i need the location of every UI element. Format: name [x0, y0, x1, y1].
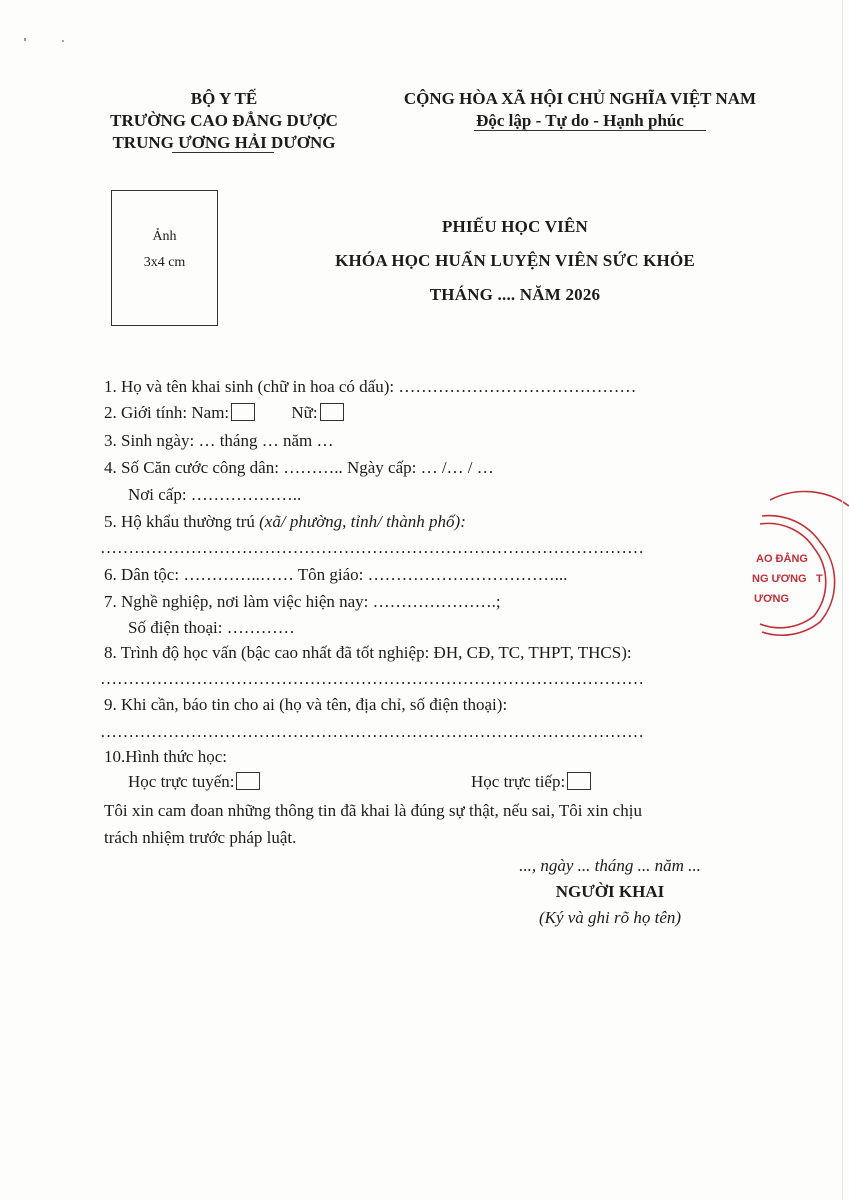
field-gender — [104, 402, 344, 424]
study-offline-checkbox[interactable] — [567, 772, 591, 790]
title-line3: THÁNG .... NĂM 2026 — [429, 285, 601, 304]
gender-female-label: Nữ: — [291, 403, 318, 422]
header-right — [380, 88, 780, 132]
field-birth-date: 3. Sinh ngày: … tháng … năm … — [104, 431, 334, 450]
form-title — [270, 216, 760, 306]
school-name-line1: TRƯỜNG CAO ĐẲNG DƯỢC — [110, 111, 338, 130]
pledge-line2: trách nhiệm trước pháp luật. — [104, 828, 297, 847]
emergency-dots[interactable]: …………………………………………………………………………………… — [100, 722, 644, 741]
study-offline — [471, 771, 591, 793]
education-dots[interactable]: …………………………………………………………………………………… — [100, 669, 644, 688]
signature-role: NGƯỜI KHAI — [555, 882, 665, 901]
field-residence — [104, 511, 466, 533]
stamp-text-line3: ƯƠNG — [754, 593, 790, 605]
motto-underline — [474, 130, 706, 131]
stamp-text-line1: AO ĐẲNG — [756, 553, 808, 565]
header-left — [96, 88, 352, 154]
residence-label: 5. Hộ khẩu thường trú — [104, 512, 260, 531]
signature-date: ..., ngày ... tháng ... năm ... — [519, 856, 701, 875]
scan-speck — [24, 38, 26, 41]
gender-male-label: 2. Giới tính: Nam: — [104, 403, 230, 422]
photo-size: 3x4 cm — [143, 255, 186, 270]
pledge-line1: Tôi xin cam đoan những thông tin đã khai là đúng sự thật, nếu sai, Tôi xin chịu — [104, 801, 642, 820]
stamp-text-line2: NG ƯƠNG — [752, 573, 807, 585]
residence-dots[interactable]: …………………………………………………………………………………… — [100, 538, 644, 557]
gender-male-checkbox[interactable] — [231, 403, 255, 421]
field-study-mode: 10.Hình thức học: — [104, 747, 228, 766]
title-line2: KHÓA HỌC HUẤN LUYỆN VIÊN SỨC KHỎE — [335, 251, 695, 270]
residence-hint: (xã/ phường, tỉnh/ thành phố): — [259, 512, 466, 531]
signature-block — [470, 855, 750, 929]
study-online-label: Học trực tuyến: — [128, 772, 235, 791]
field-occupation: 7. Nghề nghiệp, nơi làm việc hiện nay: ………………….; — [104, 592, 501, 611]
field-full-name: 1. Họ và tên khai sinh (chữ in hoa có dấu): …………………………………… — [104, 377, 637, 396]
field-id-place: Nơi cấp: ……………….. — [128, 485, 302, 504]
title-line1: PHIẾU HỌC VIÊN — [441, 217, 589, 236]
stamp-text-side: T — [816, 573, 823, 585]
header-left-underline — [172, 152, 274, 153]
study-online-checkbox[interactable] — [236, 772, 260, 790]
field-emergency-contact: 9. Khi cần, báo tin cho ai (họ và tên, địa chỉ, số điện thoại): — [104, 695, 508, 714]
photo-placeholder — [111, 190, 218, 326]
photo-label: Ảnh — [152, 229, 177, 244]
gender-female-checkbox[interactable] — [320, 403, 344, 421]
study-offline-label: Học trực tiếp: — [471, 772, 566, 791]
field-ethnicity-religion: 6. Dân tộc: …………..…… Tôn giáo: ……………………………... — [104, 565, 568, 584]
ministry-name: BỘ Y TẾ — [190, 89, 258, 108]
study-online — [128, 771, 260, 793]
field-id-card: 4. Số Căn cước công dân: ……….. Ngày cấp: … /… / … — [104, 458, 494, 477]
scan-edge — [842, 0, 843, 1200]
scan-speck — [62, 40, 64, 42]
country-name: CỘNG HÒA XÃ HỘI CHỦ NGHĨA VIỆT NAM — [403, 89, 757, 108]
field-education: 8. Trình độ học vấn (bậc cao nhất đã tốt nghiệp: ĐH, CĐ, TC, THPT, THCS): — [104, 643, 632, 662]
motto: Độc lập - Tự do - Hạnh phúc — [476, 111, 684, 130]
school-name-line2: TRUNG ƯƠNG HẢI DƯƠNG — [112, 133, 336, 152]
field-phone: Số điện thoại: ………… — [128, 618, 295, 637]
school-seal-stamp — [750, 490, 849, 650]
signature-note: (Ký và ghi rõ họ tên) — [538, 908, 682, 927]
